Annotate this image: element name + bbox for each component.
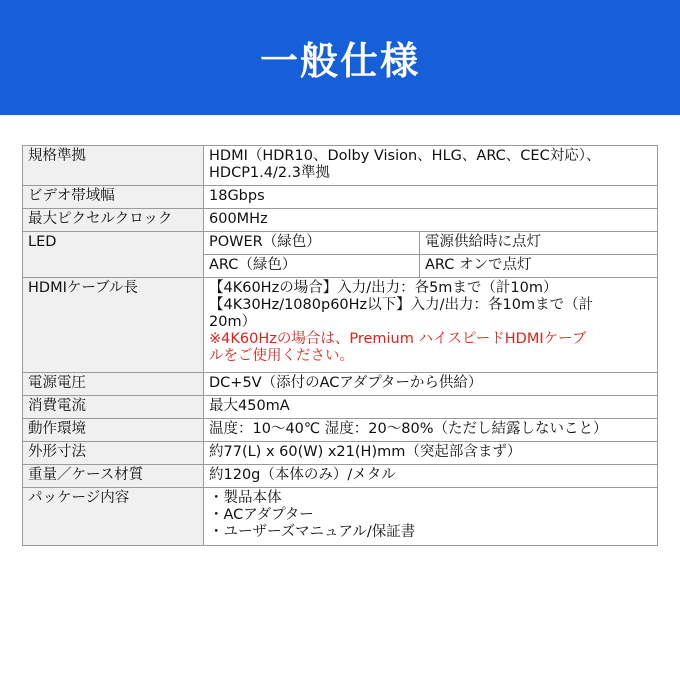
row-value: 約120g（本体のみ）/メタル (204, 465, 658, 488)
page-title: 一般仕様 (259, 39, 420, 83)
table-row (23, 419, 658, 442)
row-label: 動作環境 (23, 419, 204, 442)
table-row (23, 488, 658, 546)
row-value: 最大450mA (204, 396, 658, 419)
row-label: 重量／ケース材質 (23, 465, 204, 488)
table-row (23, 232, 658, 255)
row-value: 約77(L) x 60(W) x21(H)mm（突起部含まず） (204, 442, 658, 465)
led-name: POWER（緑色） (204, 232, 420, 255)
package-item: ・ユーザーズマニュアル/保証書 (209, 524, 416, 540)
led-desc: 電源供給時に点灯 (420, 232, 658, 255)
row-value: 温度：10～40℃ 湿度：20～80%（ただし結露しないこと） (204, 419, 658, 442)
led-desc: ARC オンで点灯 (420, 255, 658, 278)
table-row (23, 186, 658, 209)
row-label: 消費電流 (23, 396, 204, 419)
table-row (23, 209, 658, 232)
cable-note: ルをご使用ください。 (209, 348, 354, 364)
standard-line: HDCP1.4/2.3準拠 (209, 165, 330, 181)
spec-table (22, 145, 658, 546)
table-row (23, 146, 658, 186)
row-value (204, 488, 658, 546)
package-item: ・製品本体 (209, 490, 282, 506)
row-value (204, 278, 658, 373)
led-name: ARC（緑色） (204, 255, 420, 278)
row-value: 600MHz (204, 209, 658, 232)
row-value (204, 146, 658, 186)
cable-note: ※4K60Hzの場合は、Premium ハイスピードHDMIケーブ (209, 331, 587, 347)
cable-line: 20m） (209, 314, 257, 330)
row-label: HDMIケーブル長 (23, 278, 204, 373)
row-label: 外形寸法 (23, 442, 204, 465)
table-row (23, 278, 658, 373)
row-value: 18Gbps (204, 186, 658, 209)
standard-line: HDMI（HDR10、Dolby Vision、HLG、ARC、CEC対応）、 (209, 148, 601, 164)
row-label: ビデオ帯域幅 (23, 186, 204, 209)
row-label: 電源電圧 (23, 373, 204, 396)
package-item: ・ACアダプター (209, 507, 314, 523)
table-row (23, 442, 658, 465)
row-value: DC+5V（添付のACアダプターから供給） (204, 373, 658, 396)
row-label: LED (23, 232, 204, 278)
table-row (23, 373, 658, 396)
header-banner (0, 0, 680, 115)
cable-line: 【4K60Hzの場合】入力/出力：各5mまで（計10m） (209, 280, 558, 296)
cable-line: 【4K30Hz/1080p60Hz以下】入力/出力：各10mまで（計 (209, 297, 594, 313)
row-label: 規格準拠 (23, 146, 204, 186)
table-row (23, 396, 658, 419)
table-row (23, 465, 658, 488)
row-label: パッケージ内容 (23, 488, 204, 546)
row-label: 最大ピクセルクロック (23, 209, 204, 232)
